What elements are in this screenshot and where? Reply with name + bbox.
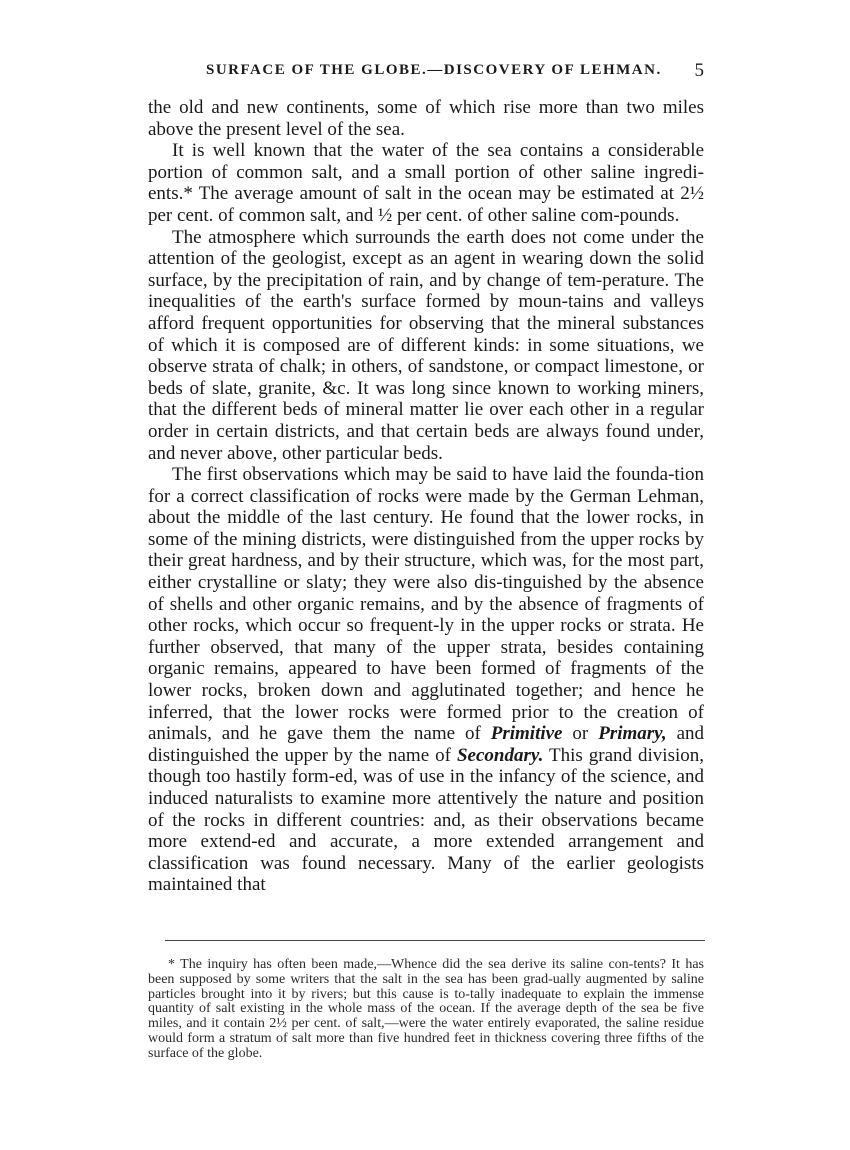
footnote: * The inquiry has often been made,—Whence did the sea derive its saline con-tents? It has been supposed by some writers that the salt in the sea has been grad-ually augmented by saline particles brought into it by rivers; but this cause is to-tally inadequate to explain the immense quantity of salt existing in the whole mass of the ocean. If the average depth of the sea be five miles, and it contain 2½ per cent. of salt,—were the water entirely evaporated, the saline residue would form a stratum of salt more than five hundred feet in thickness covering three fifths of the surface of the globe. (148, 957, 704, 1061)
term-secondary: Secondary. (456, 744, 544, 766)
running-title: SURFACE OF THE GLOBE.—DISCOVERY OF LEHMAN. (206, 62, 662, 78)
term-primary: Primary, (598, 723, 667, 745)
paragraph-3 (148, 227, 704, 465)
body-text (148, 97, 704, 896)
paragraph-2-text: It is well known that the water of the sea contains a considerable portion of common salt, and a small portion of other saline ingredi-ents.* The average amount of salt in the ocean may be estimated at 2½ per cent. of common salt, and ½ per cent. of other saline com-pounds. (148, 140, 704, 226)
paragraph-2 (148, 140, 704, 226)
running-head (148, 62, 704, 84)
paragraph-4-text-c: This grand division, though too hastily form-ed, was of use in the infancy of the science, and induced naturalists to examine more attentively the nature and position of the rocks in different countries: and, as their observations became more extend-ed and accurate, a more extended arrangement and classification was found necessary. Many of the earlier geologists maintained that (148, 744, 704, 896)
page-number: 5 (694, 60, 704, 81)
paragraph-1-text: the old and new continents, some of which rise more than two miles above the present level of the sea. (148, 97, 704, 140)
paragraph-4-text-a: The first observations which may be said to have laid the founda-tion for a correct classification of rocks were made by the German Lehman, about the middle of the last century. He found that the lower rocks, in some of the mining districts, were distinguished from the upper rocks by their great hardness, and by their structure, which was, for the most part, either crystalline or slaty; they were also dis-tinguished by the absence of shells and other organic remains, and by the absence of fragments of other rocks, which occur so frequent-ly in the upper rocks or strata. He further observed, that many of the upper strata, besides containing organic remains, appeared to have been formed of fragments of the lower rocks, broken down and agglutinated together; and hence he inferred, that the lower rocks were formed prior to the creation of animals, and he gave them the name of (148, 464, 704, 745)
paragraph-4 (148, 464, 704, 896)
paragraph-4-text-b: and distinguished the upper by the name of (148, 723, 705, 766)
term-primitive: Primitive (490, 723, 563, 745)
paragraph-4-text-or: or (562, 723, 599, 745)
footnote-divider (165, 940, 705, 941)
paragraph-3-text: The atmosphere which surrounds the earth does not come under the attention of the geologist, except as an agent in wearing down the solid surface, by the precipitation of rain, and by change of tem-perature. The inequalities of the earth's surface formed by moun-tains and valleys afford frequent opportunities for observing that the mineral substances of which it is composed are of different kinds: in some situations, we observe strata of chalk; in others, of sandstone, or compact limestone, or beds of slate, granite, &c. It was long since known to working miners, that the different beds of mineral matter lie over each other in a regular order in certain districts, and that certain beds are always found under, and never above, other particular beds. (148, 226, 704, 464)
paragraph-1 (148, 97, 704, 140)
